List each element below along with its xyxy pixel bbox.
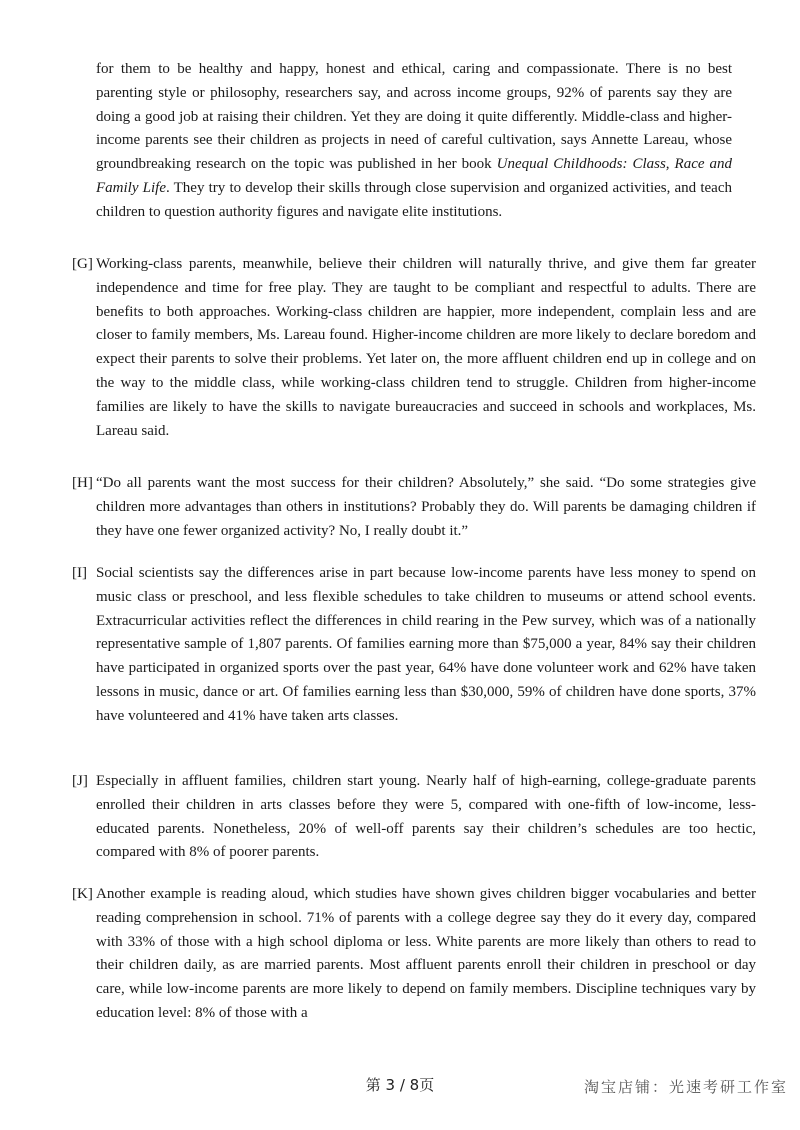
paragraph-i [72, 562, 756, 729]
paragraph-intro [96, 58, 732, 225]
paragraph-g [72, 253, 756, 443]
paragraph-text-k: Another example is reading aloud, which studies have shown gives children bigger vocabularies and better reading comprehension in school. 71% of parents with a college degree say they do it every day, compared with 33% of those with a high school diploma or less. White parents are more likely than others to read to their children daily, as are married parents. Most affluent parents enroll their children in preschool or day care, while low-income parents are more likely to depend on family members. Discipline techniques vary by education level: 8% of those with a [96, 886, 756, 1021]
paragraph-label-h: [H] [72, 475, 93, 491]
shop-watermark: 淘宝店铺：光速考研工作室 [583, 1078, 788, 1096]
paragraph-label-j: [J] [72, 773, 88, 789]
page-indicator: 第 3 / 8页 [365, 1076, 435, 1094]
intro-text-part2: . They try to develop their skills through close supervision and organized activities, and teach children to question authority figures and navigate elite institutions. [96, 179, 732, 220]
intro-text-part1: for them to be healthy and happy, honest and ethical, caring and compassionate. There is no best parenting style or philosophy, researchers say, and across income groups, 92% of parents say they are doing a good job at raising their children. Yet they are doing it quite differently. Middle-class and higher-income parents see their children as projects in need of careful cultivation, says Annette Lareau, whose groundbreaking research on the topic was published in her book [96, 61, 732, 173]
paragraph-k [72, 883, 756, 1026]
paragraph-text-h: “Do all parents want the most success for their children? Absolutely,” she said. “Do some strategies give children more advantages than others in institutions? Probably they do. Will parents be damaging children if they have one fewer organized activity? No, I really doubt it.” [96, 475, 756, 539]
paragraph-text-g: Working-class parents, meanwhile, believe their children will naturally thrive, and give them far greater independence and time for free play. They are taught to be compliant and respectful to adults. There are benefits to both approaches. Working-class children are happier, more independent, complain less and are closer to family members, Ms. Lareau found. Higher-income children are more likely to declare boredom and expect their parents to solve their problems. Yet later on, the more affluent children end up in college and on the way to the middle class, while working-class children tend to struggle. Children from higher-income families are likely to have the skills to navigate bureaucracies and succeed in schools and workplaces, Ms. Lareau said. [96, 256, 756, 439]
paragraph-label-k: [K] [72, 886, 93, 902]
paragraph-text-i: Social scientists say the differences arise in part because low-income parents have less money to spend on music class or preschool, and less flexible schedules to take children to museums or attend school events. Extracurricular activities reflect the differences in child rearing in the Pew survey, which was of a nationally representative sample of 1,807 parents. Of families earning more than $75,000 a year, 84% say their children have participated in organized sports over the past year, 64% have done volunteer work and 62% have taken lessons in music, dance or art. Of families earning less than $30,000, 59% of children have done sports, 37% have volunteered and 41% have taken arts classes. [96, 565, 756, 724]
paragraph-label-i: [I] [72, 565, 87, 581]
paragraph-j [72, 770, 756, 865]
book-title: Unequal Childhoods: Class, Race and Family Life [96, 156, 733, 196]
paragraph-label-g: [G] [72, 256, 93, 272]
paragraph-h [72, 472, 756, 543]
paragraph-text-j: Especially in affluent families, children start young. Nearly half of high-earning, college-graduate parents enrolled their children in arts classes before they were 5, compared with one-fifth of low-income, less-educated parents. Nonetheless, 20% of well-off parents say their children’s schedules are too hectic, compared with 8% of poorer parents. [96, 773, 756, 861]
